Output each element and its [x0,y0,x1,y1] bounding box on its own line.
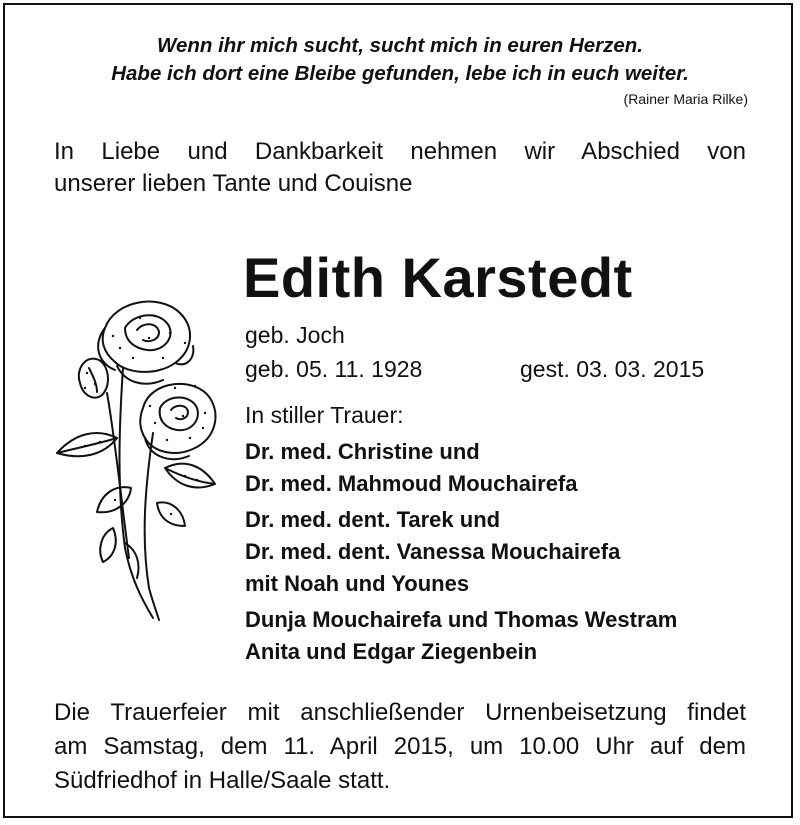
deceased-name: Edith Karstedt [243,246,633,309]
rilke-quote [0,32,800,88]
mourner-line: Dr. med. dent. Vanessa Mouchairefa [245,539,621,564]
ceremony-line-1: Die Trauerfeier mit anschließender Urnenbeisetzung findet [54,699,746,726]
mourner-line: Dr. med. dent. Tarek und [245,507,501,532]
ceremony-text [54,696,746,798]
mourning-label: In stiller Trauer: [245,402,404,428]
quote-author: (Rainer Maria Rilke) [623,91,748,107]
quote-line-2: Habe ich dort eine Bleibe gefunden, lebe ich in euch weiter. [111,62,689,85]
ceremony-line-2: am Samstag, dem 11. April 2015, um 10.00 Uhr auf dem [54,733,746,760]
intro-text [54,136,746,200]
rose-illustration-icon [45,288,220,628]
mourner-line: mit Noah und Younes [245,571,470,596]
intro-line-2: unserer lieben Tante und Couisne [54,170,413,197]
mourner-line: Dr. med. Mahmoud Mouchairefa [245,471,578,496]
death-date: gest. 03. 03. 2015 [520,356,705,382]
ceremony-line-3: Südfriedhof in Halle/Saale statt. [54,767,391,794]
quote-line-1: Wenn ihr mich sucht, sucht mich in euren Herzen. [156,34,643,57]
mourner-line: Dr. med. Christine und [245,439,480,464]
intro-line-1: In Liebe und Dankbarkeit nehmen wir Abschied von [54,138,746,165]
mourner-line: Anita und Edgar Ziegenbein [245,639,538,664]
birth-date: geb. 05. 11. 1928 [245,356,423,382]
mourners-list [245,436,677,668]
mourner-line: Dunja Mouchairefa und Thomas Westram [245,607,678,632]
maiden-name: geb. Joch [245,322,345,348]
